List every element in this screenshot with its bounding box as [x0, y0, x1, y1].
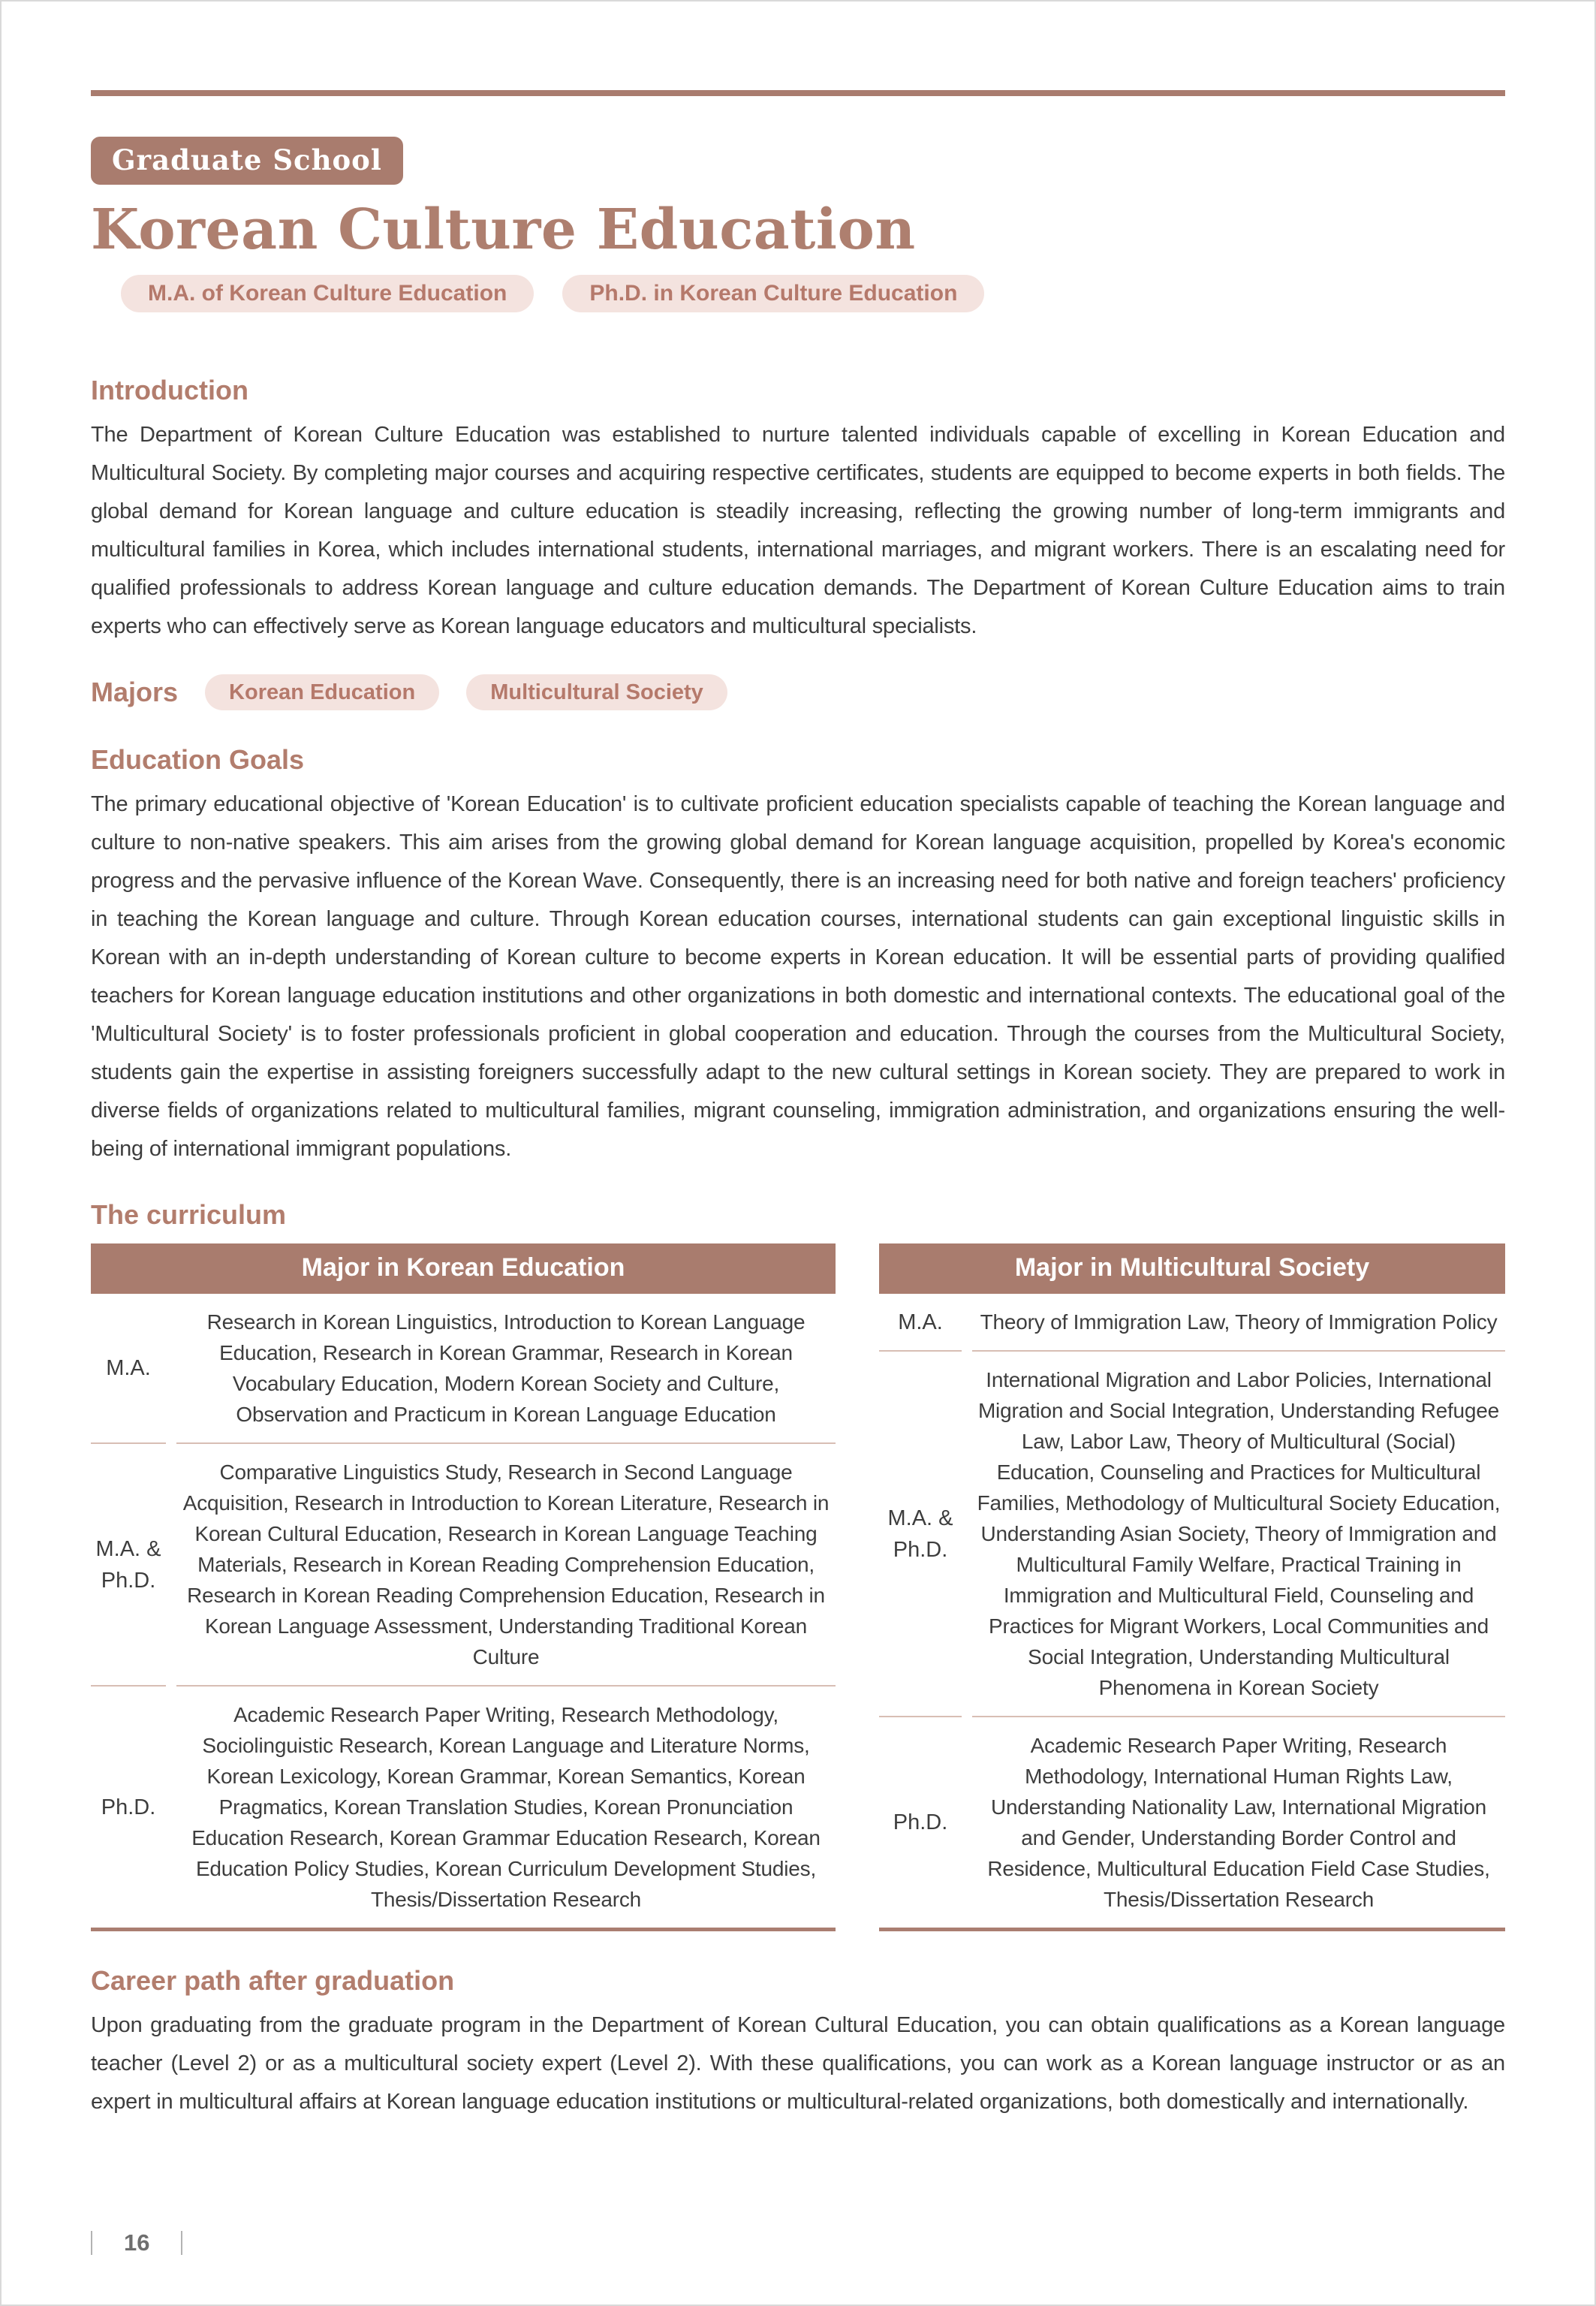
table-row — [91, 1687, 836, 1928]
table-title: Major in Multicultural Society — [879, 1243, 1505, 1294]
curriculum-heading: The curriculum — [91, 1199, 287, 1230]
curriculum-table-korean-education — [91, 1243, 836, 1931]
row-label: M.A. — [879, 1294, 962, 1352]
table-row — [91, 1294, 836, 1444]
career-path-heading: Career path after graduation — [91, 1965, 455, 1996]
table-title: Major in Korean Education — [91, 1243, 836, 1294]
major-pill-korean-education: Korean Education — [205, 674, 439, 710]
introduction-paragraph: The Department of Korean Culture Education was established to nurture talented individuals capable of excelling in Korean Education and Multicultural Society. By completing major courses and acquiring respective certificates, students are equipped to become experts in both fields. The global demand for Korean language and culture education is steadily increasing, reflecting the growing number of long-term immigrants and multicultural families in Korea, which includes international students, international marriages, and migrant workers. There is an escalating need for qualified professionals to address Korean language and culture education demands. The Department of Korean Culture Education aims to train experts who can effectively serve as Korean language educators and multicultural specialists. — [91, 423, 1505, 638]
majors-row — [91, 674, 1505, 710]
row-label: M.A. & Ph.D. — [879, 1352, 962, 1717]
major-pill-multicultural-society: Multicultural Society — [466, 674, 727, 710]
row-label: Ph.D. — [101, 1795, 156, 1819]
career-path-paragraph: Upon graduating from the graduate program in the Department of Korean Cultural Education, you can obtain qualifications as a Korean language teacher (Level 2) or as a multicultural society expert (Level 2). With these qualifications, you can work as a Korean language instructor or as an expert in multicultural affairs at Korean language education institutions or multicultural-related organizations, both domestically and internationally. — [91, 2013, 1505, 2114]
education-goals-paragraph: The primary educational objective of 'Korean Education' is to cultivate proficient education specialists capable of teaching the Korean language and culture to non-native speakers. This aim arises from the growing global demand for Korean language acquisition, propelled by Korea's economic progress and the pervasive influence of the Korean Wave. Consequently, there is an increasing need for both native and foreign teachers' proficiency in teaching the Korean language and culture. Through Korean education courses, international students can gain exceptional linguistic skills in Korean with an in-depth understanding of Korean culture to become experts in Korean education. It will be essential parts of providing qualified teachers for Korean language education institutions and other organizations in both domestic and international contexts. The educational goal of the 'Multicultural Society' is to foster professionals proficient in global cooperation and education. Through the courses from the Multicultural Society, students gain the expertise in assisting foreigners successfully adapt to the new cultural settings in Korean society. They are prepared to work in diverse fields of organizations related to multicultural families, migrant counseling, immigration administration, and organizations ensuring the well-being of international immigrant populations. — [91, 792, 1505, 1161]
row-courses: Research in Korean Linguistics, Introduction to Korean Language Education, Research in Korean Grammar, Research in Korean Vocabulary Education, Modern Korean Society and Culture, Observation and Practicum in Korean Language Education — [176, 1294, 836, 1444]
table-row — [879, 1717, 1505, 1928]
row-courses: Academic Research Paper Writing, Research Methodology, Sociolinguistic Research, Korean Language and Literature Norms, Korean Lexicology, Korean Grammar, Korean Semantics, Korean Pragmatics, Korean Translation Studies, Korean Pronunciation Education Research, Korean Grammar Education Research, Korean Education Policy Studies, Korean Curriculum Development Studies, Thesis/Dissertation Research — [191, 1703, 821, 1911]
table-row — [91, 1444, 836, 1687]
page-footer — [91, 2229, 182, 2256]
row-label: Ph.D. — [893, 1810, 948, 1834]
majors-heading: Majors — [91, 677, 179, 707]
education-goals-heading: Education Goals — [91, 744, 305, 775]
row-courses: International Migration and Labor Policies, International Migration and Social Integration, Understanding Refugee Law, Labor Law, Theory of Multicultural (Social) Education, Counseling and Practices for Multicultural Families, Methodology of Multicultural Society Education, Understanding Asian Society, Theory of Immigration and Multicultural Family Welfare, Practical Training in Immigration and Multicultural Field, Counseling and Practices for Migrant Workers, Local Communities and Social Integration, Understanding Multicultural Phenomena in Korean Society — [972, 1352, 1505, 1717]
footer-divider — [91, 2231, 92, 2255]
top-accent-bar — [91, 90, 1505, 96]
curriculum-tables — [91, 1243, 1505, 1931]
degree-pill-ma: M.A. of Korean Culture Education — [121, 275, 534, 312]
graduate-school-badge: Graduate School — [91, 137, 403, 185]
row-courses: Comparative Linguistics Study, Research in Second Language Acquisition, Research in Introduction to Korean Literature, Research in Korean Cultural Education, Research in Korean Language Teaching Materials, Research in Korean Reading Comprehension Education, Research in Korean Reading Comprehension Education, Research in Korean Language Assessment, Understanding Traditional Korean Culture — [176, 1444, 836, 1687]
page-number: 16 — [124, 2229, 150, 2256]
row-label: M.A. & Ph.D. — [91, 1444, 166, 1687]
degree-pill-phd: Ph.D. in Korean Culture Education — [562, 275, 984, 312]
table-row — [879, 1352, 1505, 1717]
row-label: M.A. — [91, 1294, 166, 1444]
table-row — [879, 1294, 1505, 1352]
footer-divider — [181, 2231, 182, 2255]
curriculum-table-multicultural-society — [879, 1243, 1505, 1931]
page-title: Korean Culture Education — [91, 197, 916, 262]
row-courses: Theory of Immigration Law, Theory of Immigration Policy — [972, 1294, 1505, 1352]
degree-pill-row — [121, 275, 1505, 312]
introduction-heading: Introduction — [91, 375, 248, 405]
row-courses: Academic Research Paper Writing, Research Methodology, International Human Rights Law, Understanding Nationality Law, International Migration and Gender, Understanding Border Control and Residence, Multicultural Education Field Case Studies, Thesis/Dissertation Research — [987, 1734, 1490, 1911]
